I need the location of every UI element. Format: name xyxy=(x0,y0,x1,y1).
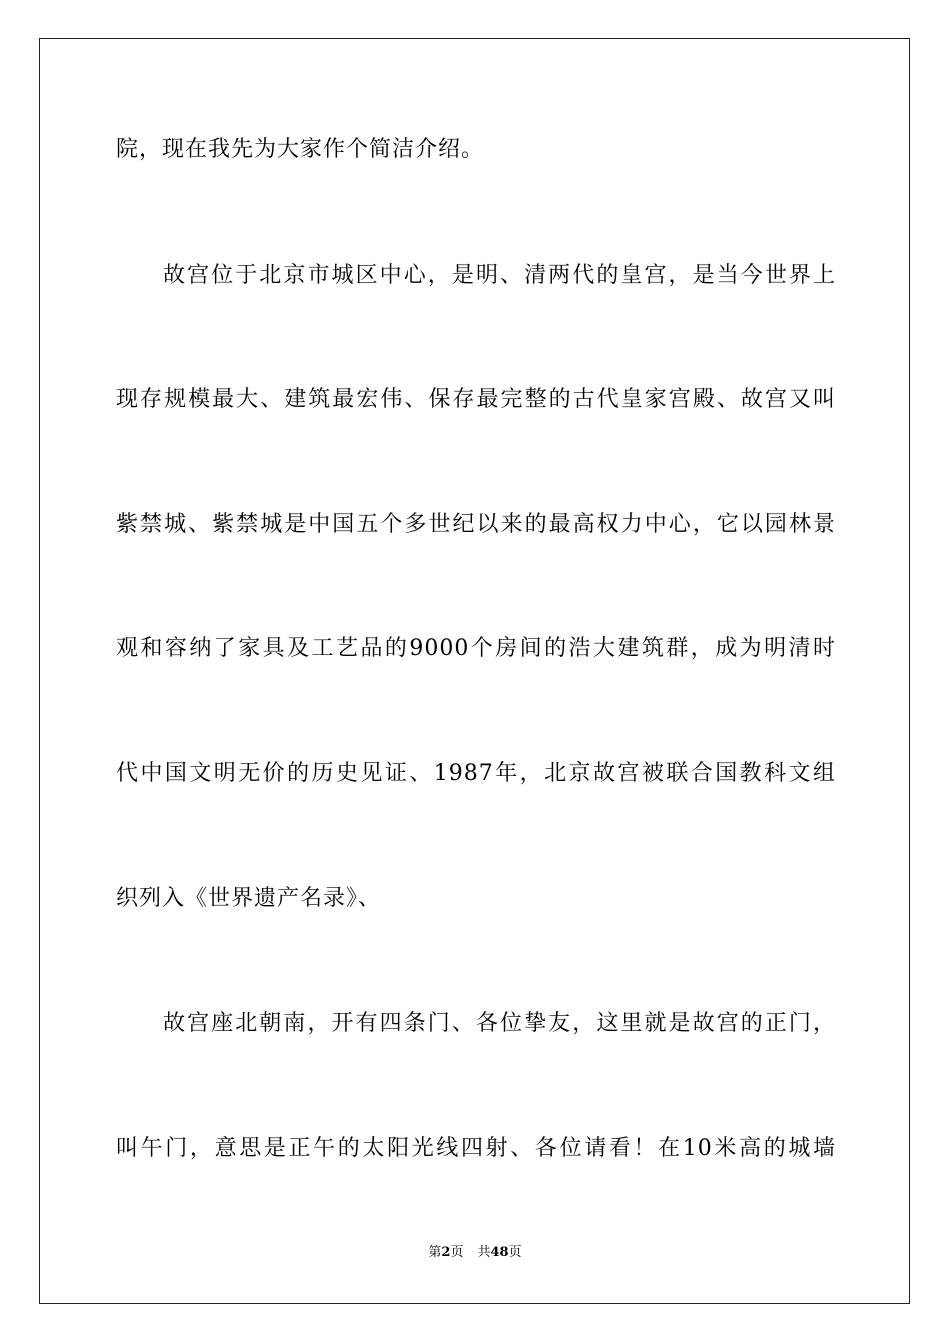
text-line-1: 院，现在我先为大家作个简洁介绍。 xyxy=(116,137,485,162)
footer-page-prefix: 第 xyxy=(428,1245,442,1260)
text-line-6: 代中国文明无价的历史见证、1987年，北京故宫被联合国教科文组 xyxy=(116,761,836,786)
footer-total-suffix: 页 xyxy=(508,1245,522,1260)
text-line-7: 织列入《世界遗产名录》、 xyxy=(116,886,382,911)
text-line-2: 故宫位于北京市城区中心，是明、清两代的皇宫，是当今世界上 xyxy=(163,263,836,288)
footer-current-page: 2 xyxy=(441,1245,451,1260)
footer-total-pages: 48 xyxy=(490,1245,509,1260)
footer-total-prefix: 共 xyxy=(477,1245,491,1260)
text-line-4: 紫禁城、紫禁城是中国五个多世纪以来的最高权力中心，它以园林景 xyxy=(116,512,836,537)
text-line-8: 故宫座北朝南，开有四条门、各位挚友，这里就是故宫的正门， xyxy=(163,1011,836,1036)
page-border xyxy=(39,38,910,1304)
footer-page-suffix: 页 xyxy=(450,1245,464,1260)
page-footer xyxy=(0,1244,950,1262)
text-line-9: 叫午门，意思是正午的太阳光线四射、各位请看！在10米高的城墙 xyxy=(116,1136,836,1161)
text-line-5: 观和容纳了家具及工艺品的9000个房间的浩大建筑群，成为明清时 xyxy=(116,636,836,661)
text-line-3: 现存规模最大、建筑最宏伟、保存最完整的古代皇家宫殿、故宫又叫 xyxy=(116,387,836,412)
